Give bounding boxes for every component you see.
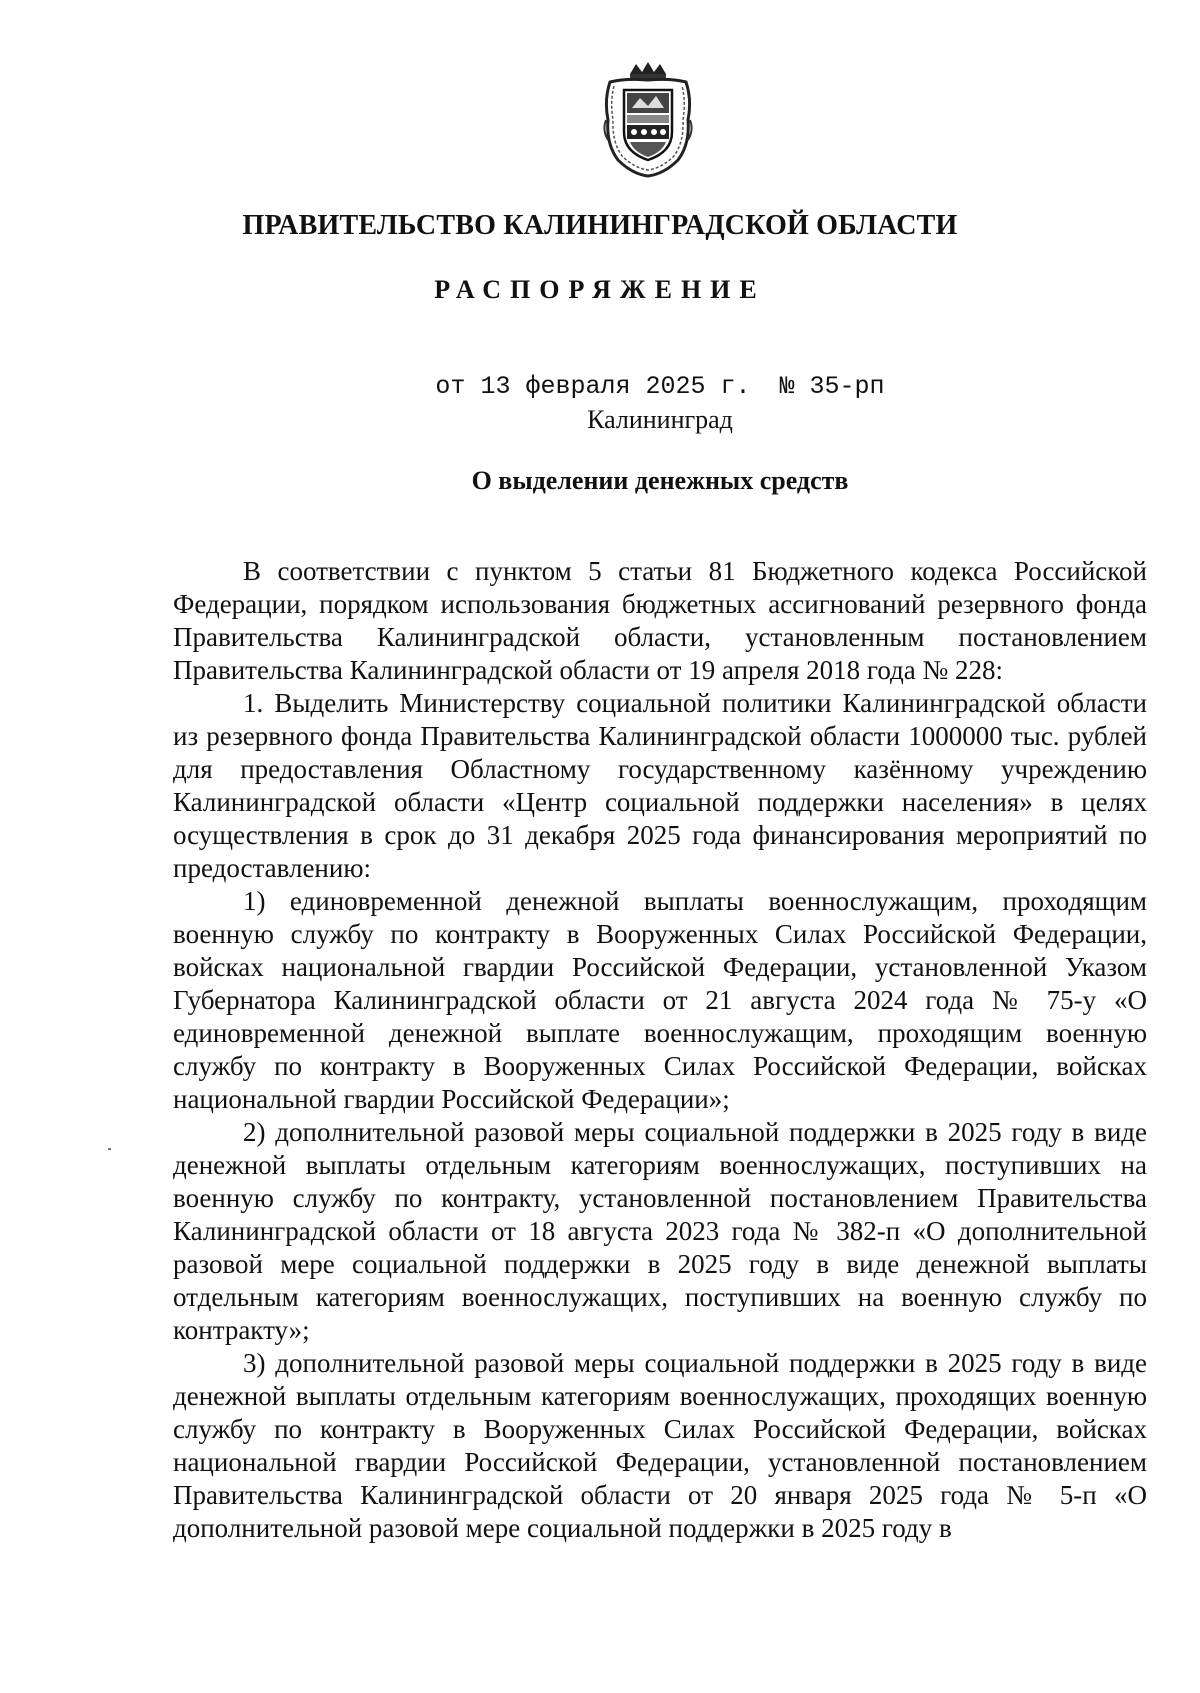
document-subject: О выделении денежных средств	[471, 466, 849, 495]
paragraph-subitem-3: 3) дополнительной разовой меры социальной поддержки в 2025 году в виде денежной выплаты отдельным категориям военнослужащих, проходящих военную службу по контракту в Вооруженных Силах Российской Федерации, войсках национальной гвардии Российской Федерации, установленной постановлением Правительства Калининградской области от 20 января 2025 года № 5-п «О дополнительной разовой мере социальной поддержки в 2025 году в	[173, 1348, 1147, 1543]
organization-title: ПРАВИТЕЛЬСТВО КАЛИНИНГРАДСКОЙ ОБЛАСТИ	[242, 210, 958, 241]
paragraph-preamble: В соответствии с пунктом 5 статьи 81 Бюджетного кодекса Российской Федерации, порядком использования бюджетных ассигнований резервного фонда Правительства Калининградской области, установленным постановлением Правительства Калининградской области от 19 апреля 2018 года № 228:	[173, 556, 1147, 685]
document-type: РАСПОРЯЖЕНИЕ	[434, 275, 766, 304]
scan-artifact	[108, 1148, 111, 1150]
document-number: 35-рп	[809, 372, 885, 401]
city: Калининград	[587, 405, 733, 434]
number-prefix: №	[779, 372, 795, 401]
date-number-line	[0, 372, 1200, 401]
date-prefix: от	[435, 372, 466, 401]
paragraph-subitem-2: 2) дополнительной разовой меры социальной поддержки в 2025 году в виде денежной выплаты отдельным категориям военнослужащих, поступивших на военную службу по контракту, установленной постановлением Правительства Калининградской области от 18 августа 2023 года № 382-п «О дополнительной разовой мере социальной поддержки в 2025 году в виде денежной выплаты отдельным категориям военнослужащих, поступивших на военную службу по контракту»;	[173, 1117, 1147, 1345]
coat-of-arms-icon	[600, 60, 696, 178]
paragraph-item-1: 1. Выделить Министерству социальной политики Калининградской области из резервного фонда Правительства Калининградской области 1000000 тыс. рублей для предоставления Областному государственному казённому учреждению Калининградской области «Центр социальной поддержки населения» в целях осуществления в срок до 31 декабря 2025 года финансирования мероприятий по предоставлению:	[173, 688, 1147, 883]
document-date: 13 февраля 2025 г.	[480, 372, 751, 401]
document-body	[173, 555, 1147, 1545]
paragraph-subitem-1: 1) единовременной денежной выплаты военнослужащим, проходящим военную службу по контракту в Вооруженных Силах Российской Федерации, войсках национальной гвардии Российской Федерации, установленной Указом Губернатора Калининградской области от 21 августа 2024 года № 75-у «О единовременной денежной выплате военнослужащим, проходящим военную службу по контракту в Вооруженных Силах Российской Федерации, войсках национальной гвардии Российской Федерации»;	[173, 886, 1147, 1114]
